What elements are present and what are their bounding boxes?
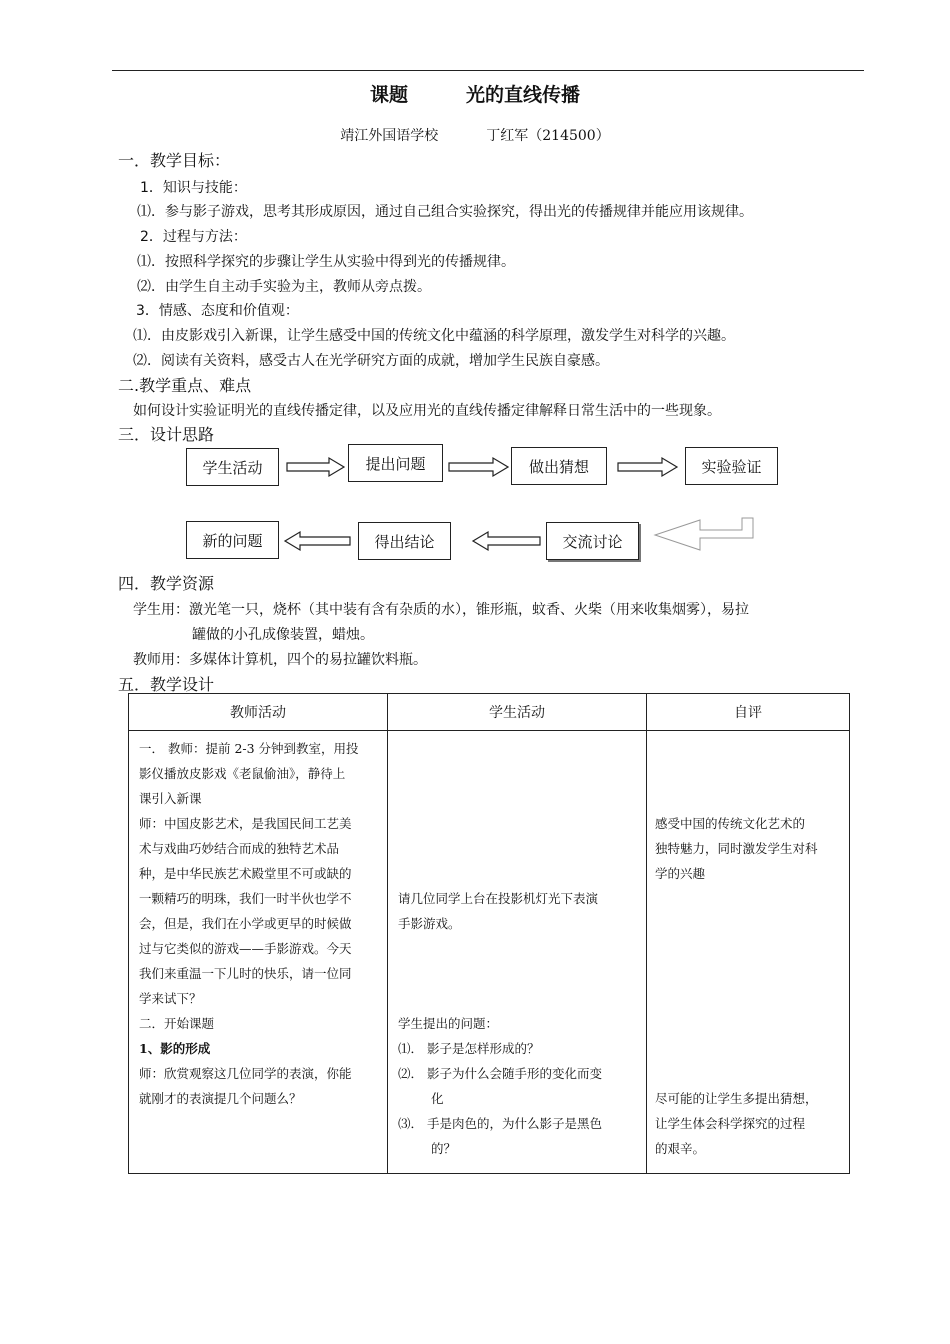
flow-box-student-activity: 学生活动 xyxy=(186,448,279,486)
section3-heading: 三．设计思路 xyxy=(118,425,215,444)
eval-line: 让学生体会科学探究的过程 xyxy=(655,1116,806,1131)
student-line: 的？ xyxy=(431,1141,457,1156)
teacher-line: 术与戏曲巧妙结合而成的独特艺术品 xyxy=(139,841,340,856)
teacher-line: 就刚才的表演提几个问题么？ xyxy=(139,1091,302,1106)
section1-sub1: 1．知识与技能： xyxy=(140,180,247,196)
teacher-line: 影仪播放皮影戏《老鼠偷油》，静待上 xyxy=(139,766,346,781)
student-activity-cell xyxy=(388,731,647,1174)
section1-sub3-item2: ⑵．阅读有关资料，感受古人在光学研究方面的成就，增加学生民族自豪感。 xyxy=(133,353,609,369)
teacher-line: 师：中国皮影艺术，是我国民间工艺美 xyxy=(139,816,352,831)
student-line: 请几位同学上台在投影机灯光下表演 xyxy=(398,891,599,906)
table-header-eval: 自评 xyxy=(647,694,850,731)
student-line: 学生提出的问题： xyxy=(398,1016,499,1031)
self-eval-cell xyxy=(647,731,850,1174)
arrow-left-1 xyxy=(285,532,350,550)
teacher-line: 一． 教师：提前 2-3 分钟到教室，用投 xyxy=(139,741,359,756)
student-line: 手影游戏。 xyxy=(398,916,461,931)
flow-box-conclusion: 得出结论 xyxy=(358,522,451,560)
section1-sub2-item2: ⑵．由学生自主动手实验为主，教师从旁点拨。 xyxy=(137,279,431,295)
eval-line: 独特魅力，同时激发学生对科 xyxy=(655,841,818,856)
arrow-right-2 xyxy=(449,458,508,476)
author-name: 丁红军（214500） xyxy=(486,128,610,144)
eval-line: 感受中国的传统文化艺术的 xyxy=(655,816,806,831)
teacher-line: 过与它类似的游戏——手影游戏。今天 xyxy=(139,941,352,956)
table-header-student: 学生活动 xyxy=(388,694,647,731)
title-text: 光的直线传播 xyxy=(466,84,581,106)
flow-box-discussion: 交流讨论 xyxy=(546,522,639,560)
flow-box-make-guess: 做出猜想 xyxy=(511,447,607,485)
teacher-line: 师：欣赏观察这几位同学的表演，你能 xyxy=(139,1066,352,1081)
section4-student-line2: 罐做的小孔成像装置，蜡烛。 xyxy=(192,627,374,643)
section2-heading: 二.教学重点、难点 xyxy=(118,376,252,395)
eval-line: 的艰辛。 xyxy=(655,1141,706,1156)
teacher-line: 会，但是，我们在小学或更早的时候做 xyxy=(139,916,352,931)
arrow-left-2 xyxy=(473,532,540,550)
teacher-line-subheading: 1、影的形成 xyxy=(139,1041,211,1056)
student-line: 化 xyxy=(431,1091,444,1106)
section1-sub3-item1: ⑴．由皮影戏引入新课，让学生感受中国的传统文化中蕴涵的科学原理，激发学生对科学的兴趣。 xyxy=(133,328,735,344)
arrow-right-1 xyxy=(287,458,344,476)
eval-line: 尽可能的让学生多提出猜想， xyxy=(655,1091,818,1106)
student-line: ⑶． 手是肉色的，为什么影子是黑色 xyxy=(398,1116,602,1131)
teacher-line: 一颗精巧的明珠，我们一时半伙也学不 xyxy=(139,891,352,906)
section1-sub2: 2．过程与方法： xyxy=(140,229,247,245)
flow-box-raise-question: 提出问题 xyxy=(348,444,443,482)
title-label: 课题 xyxy=(369,84,408,106)
teacher-line: 学来试下？ xyxy=(139,991,202,1006)
section2-text: 如何设计实验证明光的直线传播定律，以及应用光的直线传播定律解释日常生活中的一些现象。 xyxy=(133,403,721,419)
student-line: ⑴． 影子是怎样形成的？ xyxy=(398,1041,540,1056)
section4-student-line1: 学生用：激光笔一只，烧杯（其中装有含有杂质的水），锥形瓶，蚊香、火柴（用来收集烟雾），易拉 xyxy=(133,602,749,618)
teacher-activity-cell xyxy=(129,731,388,1174)
section1-sub1-item1: ⑴．参与影子游戏，思考其形成原因，通过自己组合实验探究，得出光的传播规律并能应用该规律。 xyxy=(137,204,753,220)
section1-sub3: 3．情感、态度和价值观： xyxy=(136,303,299,319)
section1-heading: 一．教学目标： xyxy=(118,151,231,170)
teacher-line: 课引入新课 xyxy=(139,791,202,806)
eval-line: 学的兴趣 xyxy=(655,866,706,881)
school-name: 靖江外国语学校 xyxy=(340,128,439,144)
arrow-right-3 xyxy=(618,458,677,476)
section4-teacher-line: 教师用：多媒体计算机，四个的易拉罐饮料瓶。 xyxy=(133,652,427,668)
student-line: ⑵． 影子为什么会随手形的变化而变 xyxy=(398,1066,602,1081)
section5-heading: 五．教学设计 xyxy=(118,675,215,694)
table-header-teacher: 教师活动 xyxy=(129,694,388,731)
teacher-line: 我们来重温一下儿时的快乐，请一位同 xyxy=(139,966,352,981)
flow-box-new-question: 新的问题 xyxy=(186,521,279,559)
section4-heading: 四．教学资源 xyxy=(118,574,215,593)
flow-box-experiment-verify: 实验验证 xyxy=(685,447,778,485)
section1-sub2-item1: ⑴．按照科学探究的步骤让学生从实验中得到光的传播规律。 xyxy=(137,254,515,270)
flow-arrows xyxy=(0,0,950,580)
teacher-line: 二．开始课题 xyxy=(139,1016,215,1031)
return-arrow xyxy=(655,518,753,550)
lesson-design-table xyxy=(128,693,850,1174)
teacher-line: 种，是中华民族艺术殿堂里不可或缺的 xyxy=(139,866,352,881)
